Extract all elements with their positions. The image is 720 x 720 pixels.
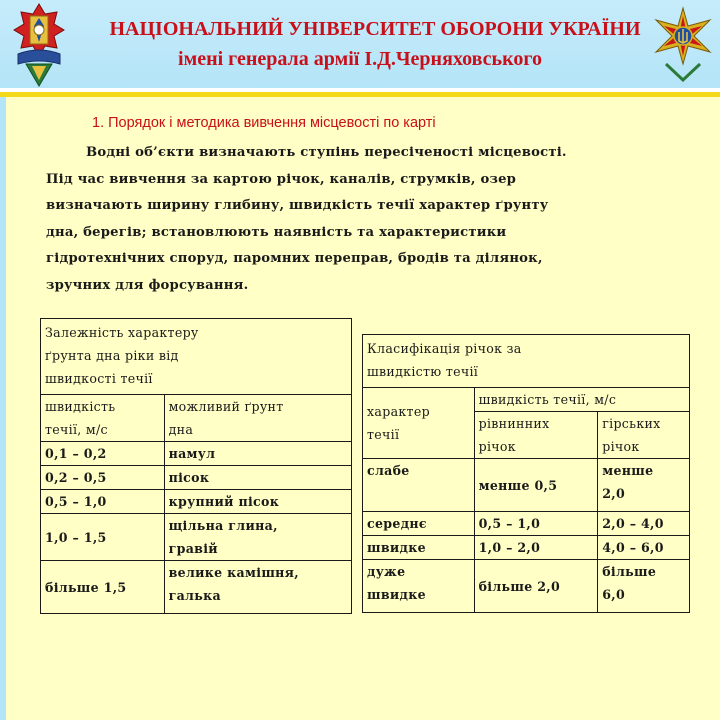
cell-line: 0,2 – 0,5 <box>45 470 107 485</box>
cell-line: більше 2,0 <box>478 578 561 594</box>
header-banner <box>0 0 720 88</box>
cell-line: менше <box>602 463 654 478</box>
flow-type-cell <box>363 459 475 512</box>
cell-line: 1,0 – 2,0 <box>478 540 541 555</box>
left-accent-bar <box>0 97 6 720</box>
table-row <box>41 490 352 514</box>
university-name: НАЦІОНАЛЬНИЙ УНІВЕРСИТЕТ ОБОРОНИ УКРАЇНИ <box>109 18 641 40</box>
cell-line: річок <box>602 439 640 454</box>
column-header-plain-rivers <box>474 412 598 459</box>
table-row <box>41 442 352 466</box>
cell-line: щільна глина, <box>168 518 278 533</box>
header-divider-yellow <box>0 92 720 97</box>
cell-line: течії, м/с <box>45 422 108 437</box>
flow-type-cell <box>363 512 475 536</box>
table-caption-row <box>363 335 690 388</box>
cell-line: швидкості течії <box>45 371 153 386</box>
cell-line: гравій <box>168 541 218 556</box>
paragraph-line: визначають ширину глибину, швидкість течії характер ґрунту <box>46 198 549 213</box>
river-classification-table <box>362 334 690 613</box>
soil-cell <box>164 466 351 490</box>
table-caption <box>41 319 352 395</box>
column-header-mountain-rivers <box>598 412 690 459</box>
section-title: 1. Порядок і методика вивчення місцевості по карті <box>92 115 436 131</box>
cell-line: гірських <box>602 416 661 431</box>
paragraph-line: зручних для форсування. <box>46 277 249 293</box>
column-header-flow-type <box>363 388 475 459</box>
paragraph-line: Під час вивчення за картою річок, каналів, струмків, озер <box>46 171 517 187</box>
table-caption <box>363 335 690 388</box>
table-row <box>363 512 690 536</box>
plain-speed-cell <box>474 459 598 512</box>
cell-line: пісок <box>168 470 210 485</box>
body-paragraph <box>46 140 674 299</box>
plain-speed-cell <box>474 560 598 613</box>
soil-by-speed-table <box>40 318 352 614</box>
table-row <box>41 514 352 561</box>
mountain-speed-cell <box>598 459 690 512</box>
mountain-speed-cell <box>598 536 690 560</box>
cell-line: річок <box>478 439 516 454</box>
soil-cell <box>164 561 351 614</box>
table-row <box>41 561 352 614</box>
cell-line: 2,0 – 4,0 <box>602 516 664 531</box>
cell-line: 4,0 – 6,0 <box>602 540 664 555</box>
speed-cell <box>41 442 165 466</box>
cell-line: дна <box>168 422 194 437</box>
cell-line: слабе <box>367 463 410 478</box>
cell-line: намул <box>168 446 216 461</box>
table-header-row <box>41 395 352 442</box>
speed-cell <box>41 561 165 614</box>
cell-line: Залежність характеру <box>45 325 199 340</box>
cell-line: швидкістю течії <box>367 364 479 379</box>
cell-line: галька <box>168 588 221 603</box>
speed-cell <box>41 514 165 561</box>
cell-line: крупний пісок <box>168 494 280 509</box>
cell-line: більше <box>602 564 657 579</box>
university-crest-icon <box>8 2 70 88</box>
soil-cell <box>164 514 351 561</box>
cell-line: менше 0,5 <box>478 477 558 493</box>
speed-cell <box>41 466 165 490</box>
university-subtitle: імені генерала армії І.Д.Черняховського <box>178 48 542 70</box>
flow-type-cell <box>363 560 475 613</box>
mountain-speed-cell <box>598 512 690 536</box>
table-row <box>41 466 352 490</box>
flow-type-cell <box>363 536 475 560</box>
cell-line: 6,0 <box>602 587 626 602</box>
cell-line: ґрунта дна ріки від <box>45 348 179 363</box>
cell-line: швидке <box>367 540 426 555</box>
cell-line: можливий ґрунт <box>168 399 284 414</box>
soil-cell <box>164 490 351 514</box>
cell-line: течії <box>367 427 400 442</box>
mountain-speed-cell <box>598 560 690 613</box>
speed-cell <box>41 490 165 514</box>
table-row <box>363 560 690 613</box>
paragraph-line: дна, берегів; встановлюють наявність та характеристики <box>46 224 507 240</box>
cell-line: швидкість <box>45 399 116 414</box>
cell-line: характер <box>367 404 430 419</box>
cell-line: 1,0 – 1,5 <box>45 529 107 545</box>
cell-line: велике камішня, <box>168 565 299 580</box>
plain-speed-cell <box>474 536 598 560</box>
soil-cell <box>164 442 351 466</box>
column-group-header-speed: швидкість течії, м/с <box>474 388 689 412</box>
cell-line: швидке <box>367 587 426 602</box>
cell-line: рівнинних <box>478 416 550 431</box>
armed-forces-cross-icon <box>652 6 714 82</box>
table-caption-row <box>41 319 352 395</box>
cell-line: 0,1 – 0,2 <box>45 446 107 461</box>
table-header-row <box>363 388 690 412</box>
table-row <box>363 459 690 512</box>
cell-line: більше 1,5 <box>45 579 127 595</box>
cell-line: 0,5 – 1,0 <box>478 516 541 531</box>
plain-speed-cell <box>474 512 598 536</box>
cell-line: 0,5 – 1,0 <box>45 494 107 509</box>
cell-line: середнє <box>367 516 427 531</box>
column-header-soil <box>164 395 351 442</box>
cell-line: 2,0 <box>602 486 626 501</box>
paragraph-line: Водні об’єкти визначають ступінь пересіченості місцевості. <box>86 145 567 160</box>
paragraph-line: гідротехнічних споруд, паромних переправ, бродів та ділянок, <box>46 251 543 266</box>
cell-line: Класифікація річок за <box>367 341 522 356</box>
table-row <box>363 536 690 560</box>
cell-line: дуже <box>367 564 406 579</box>
column-header-speed <box>41 395 165 442</box>
